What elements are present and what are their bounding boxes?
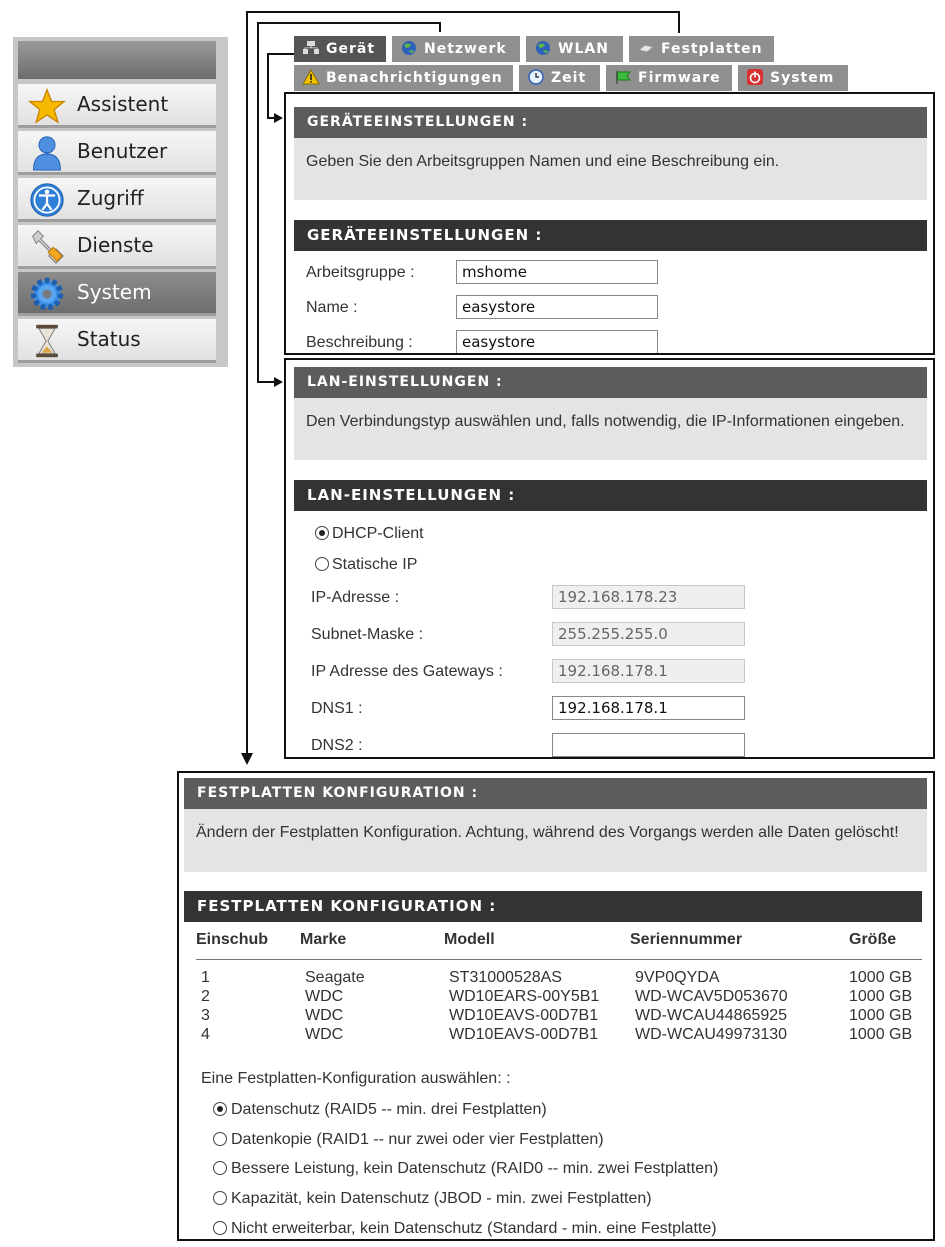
sidebar-item-system[interactable] [18,272,216,316]
sidebar-item-label: Zugriff [77,186,144,210]
subnet-mask-input[interactable]: 255.255.255.0 [552,622,745,646]
raid1-radio[interactable] [213,1132,227,1146]
column-header: Größe [849,931,897,948]
dns2-label: DNS2 : [311,737,363,754]
table-cell: 1000 GB [849,969,913,986]
geraet-header: GERÄTEEINSTELLUNGEN : [294,107,927,138]
tab-geraet[interactable] [294,36,386,62]
table-cell: ST31000528AS [449,969,562,986]
gateway-label: IP Adresse des Gateways : [311,663,503,680]
table-divider [196,959,922,960]
table-cell: WD10EAVS-00D7B1 [449,1007,599,1024]
tab-label: Gerät [326,41,376,57]
geraet-panel [284,92,935,355]
table-cell: WD-WCAV5D053670 [635,988,788,1005]
sidebar-header-bar [18,41,216,79]
table-cell: WDC [305,1007,344,1024]
lan-section-header: LAN-EINSTELLUNGEN : [294,480,927,511]
column-header: Marke [300,931,347,948]
tab-label: Zeit [551,70,587,86]
flag-icon [614,69,632,85]
sidebar-item-label: Assistent [77,92,169,116]
raid-option-label: Kapazität, kein Datenschutz (JBOD - min. zwei Festplatten) [231,1190,652,1207]
column-header: Seriennummer [630,931,743,948]
raid5-radio[interactable] [213,1102,227,1116]
arbeitsgruppe-label: Arbeitsgruppe : [306,264,415,281]
static-ip-label: Statische IP [332,556,418,573]
table-cell: WD-WCAU44865925 [635,1007,788,1024]
sidebar [13,37,228,367]
sidebar-item-benutzer[interactable] [18,131,216,175]
user-icon [28,135,66,171]
dhcp-radio[interactable] [315,526,329,540]
column-header: Einschub [196,931,269,948]
star-icon [28,88,66,124]
arrow-right-icon [274,377,283,387]
tab-benachrichtigungen[interactable] [294,65,513,91]
tab-zeit[interactable] [519,65,600,91]
tab-label: Firmware [638,70,721,86]
name-label: Name : [306,299,358,316]
tab-label: Benachrichtigungen [326,70,503,86]
sidebar-item-zugriff[interactable] [18,178,216,222]
standard-radio[interactable] [213,1221,227,1235]
tab-label: System [770,70,835,86]
geraet-description: Geben Sie den Arbeitsgruppen Namen und eine Beschreibung ein. [294,138,927,200]
festplatten-panel [177,771,935,1241]
table-cell: WD-WCAU49973130 [635,1026,788,1043]
table-cell: WDC [305,1026,344,1043]
warning-icon [302,69,320,85]
table-cell: WDC [305,988,344,1005]
accessibility-icon [28,182,66,218]
raid0-radio[interactable] [213,1161,227,1175]
column-header: Modell [444,931,495,948]
ip-address-label: IP-Adresse : [311,589,400,606]
arbeitsgruppe-input[interactable]: mshome [456,260,658,284]
beschreibung-input[interactable]: easystore [456,330,658,354]
dns1-input[interactable]: 192.168.178.1 [552,696,745,720]
sidebar-item-assistent[interactable] [18,84,216,128]
dns1-label: DNS1 : [311,700,363,717]
table-cell: 1000 GB [849,988,913,1005]
table-cell: 3 [201,1007,210,1024]
festplatten-description: Ändern der Festplatten Konfiguration. Achtung, während des Vorgangs werden alle Daten gelöscht! [184,809,927,872]
raid-option-label: Bessere Leistung, kein Datenschutz (RAID0 -- min. zwei Festplatten) [231,1160,719,1177]
disk-icon [637,40,655,56]
sidebar-item-label: System [77,280,152,304]
table-cell: 1000 GB [849,1026,913,1043]
raid-option-label: Datenschutz (RAID5 -- min. drei Festplatten) [231,1101,547,1118]
raid-prompt: Eine Festplatten-Konfiguration auswählen: : [201,1070,511,1087]
lan-panel [284,358,935,759]
globe-icon [534,40,552,56]
arrow-down-icon [241,753,253,765]
sidebar-item-label: Benutzer [77,139,168,163]
device-icon [302,40,320,56]
festplatten-section-header: FESTPLATTEN KONFIGURATION : [184,891,922,922]
table-cell: 2 [201,988,210,1005]
subnet-mask-label: Subnet-Maske : [311,626,424,643]
tab-system[interactable] [738,65,848,91]
tab-label: Festplatten [661,41,763,57]
name-input[interactable]: easystore [456,295,658,319]
table-cell: 1000 GB [849,1007,913,1024]
table-cell: Seagate [305,969,365,986]
arrow-right-icon [274,113,283,123]
wrench-icon [28,229,66,265]
gateway-input[interactable]: 192.168.178.1 [552,659,745,683]
tab-label: Netzwerk [424,41,507,57]
geraet-section-header: GERÄTEEINSTELLUNGEN : [294,220,927,251]
clock-icon [527,69,545,85]
sidebar-item-label: Status [77,327,141,351]
gear-icon [28,276,66,312]
globe-icon [400,40,418,56]
table-cell: WD10EARS-00Y5B1 [449,988,600,1005]
sidebar-item-status[interactable] [18,319,216,363]
tab-wlan[interactable] [526,36,623,62]
raid-option-label: Nicht erweiterbar, kein Datenschutz (Standard - min. eine Festplatte) [231,1220,717,1237]
lan-description: Den Verbindungstyp auswählen und, falls notwendig, die IP-Informationen eingeben. [294,398,927,460]
sidebar-item-dienste[interactable] [18,225,216,269]
table-cell: 9VP0QYDA [635,969,720,986]
tab-netzwerk[interactable] [392,36,520,62]
table-cell: 1 [201,969,210,986]
beschreibung-label: Beschreibung : [306,334,413,351]
table-cell: WD10EAVS-00D7B1 [449,1026,599,1043]
static-ip-radio[interactable] [315,557,329,571]
raid-option-label: Datenkopie (RAID1 -- nur zwei oder vier Festplatten) [231,1131,604,1148]
hourglass-icon [28,323,66,359]
ip-address-input[interactable]: 192.168.178.23 [552,585,745,609]
sidebar-item-label: Dienste [77,233,154,257]
lan-header: LAN-EINSTELLUNGEN : [294,367,927,398]
table-cell: 4 [201,1026,210,1043]
festplatten-header: FESTPLATTEN KONFIGURATION : [184,778,927,809]
tab-label: WLAN [558,41,609,57]
tab-festplatten[interactable] [629,36,774,62]
dhcp-label: DHCP-Client [332,525,424,542]
tab-firmware[interactable] [606,65,732,91]
power-icon [746,69,764,85]
dns2-input[interactable] [552,733,745,757]
jbod-radio[interactable] [213,1191,227,1205]
